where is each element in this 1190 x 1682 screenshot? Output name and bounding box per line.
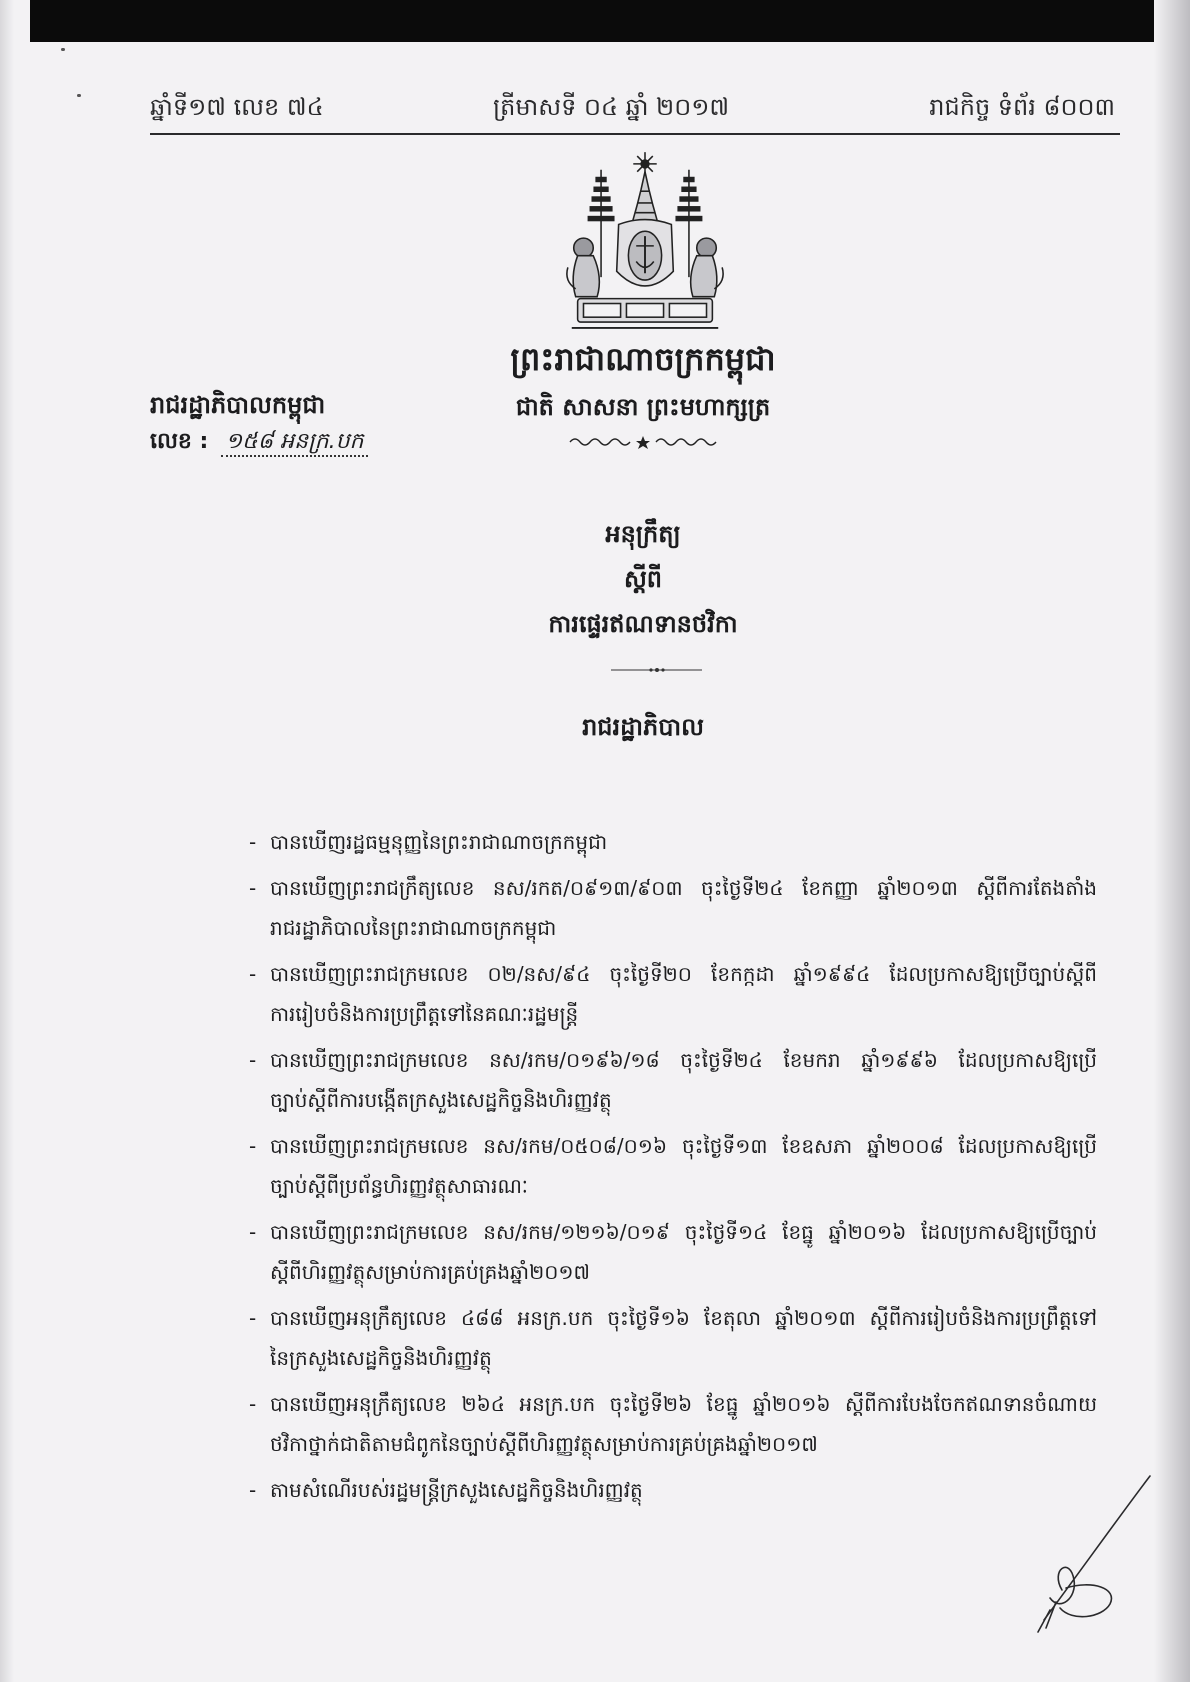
list-bullet: -: [249, 1306, 257, 1330]
header-quarter-year: ត្រីមាសទី ០៤ ឆ្នាំ ២០១៧: [493, 93, 730, 121]
list-item-text: បានឃើញអនុក្រឹត្យលេខ ២៦៤ អនក្រ.បក ចុះថ្ងៃទី២៦ ខែធ្នូ ឆ្នាំ២០១៦ ស្តីពីការបែងចែកឥណទានចំណាយ: [270, 1392, 1097, 1416]
list-item-text: ច្បាប់ស្តីពីប្រព័ន្ធហិរញ្ញវត្ថុសាធារណៈ: [270, 1174, 528, 1198]
issuing-authority: រាជរដ្ឋាភិបាល: [582, 713, 704, 741]
section-divider-icon: [611, 665, 702, 675]
ornament-divider-icon: [568, 434, 718, 450]
list-item-text: បានឃើញព្រះរាជក្រមលេខ នស/រកម/០១៩៦/១៨ ចុះថ្ងៃទី២៤ ខែមករា ឆ្នាំ១៩៩៦ ដែលប្រកាសឱ្យប្រើ: [270, 1048, 1097, 1072]
list-item-text: នៃក្រសួងសេដ្ឋកិច្ចនិងហិរញ្ញវត្ថុ: [270, 1346, 492, 1370]
considerations-list: [249, 822, 1097, 1516]
list-bullet: -: [249, 1392, 257, 1416]
list-item: [249, 954, 1097, 1034]
list-item: [249, 1298, 1097, 1378]
list-item-text: បានឃើញព្រះរាជក្រមលេខ ០២/នស/៩៤ ចុះថ្ងៃទី២០ ខែកក្កដា ឆ្នាំ១៩៩៤ ដែលប្រកាសឱ្យប្រើច្បាប់ស្តីពី: [270, 962, 1097, 986]
list-bullet: -: [249, 876, 257, 900]
list-item-text: បានឃើញព្រះរាជក្រមលេខ នស/រកម/០៥០៨/០១៦ ចុះថ្ងៃទី១៣ ខែឧសភា ឆ្នាំ២០០៨ ដែលប្រកាសឱ្យប្រើ: [270, 1134, 1097, 1158]
list-item-text: ថវិកាថ្នាក់ជាតិតាមជំពូកនៃច្បាប់ស្តីពីហិរញ្ញវត្ថុសម្រាប់ការគ្រប់គ្រងឆ្នាំ២០១៧: [270, 1432, 818, 1456]
list-bullet: -: [249, 962, 257, 986]
list-bullet: -: [249, 1478, 257, 1502]
document-number: [150, 425, 368, 459]
decree-about: ស្តីពី: [623, 565, 663, 593]
list-item-text: ការរៀបចំនិងការប្រព្រឹត្តទៅនៃគណៈរដ្ឋមន្ត្រី: [270, 1002, 579, 1026]
list-item: [249, 822, 1097, 862]
list-item-text: ច្បាប់ស្តីពីការបង្កើតក្រសួងសេដ្ឋកិច្ចនិងហិរញ្ញវត្ថុ: [270, 1088, 612, 1112]
list-item: [249, 1040, 1097, 1120]
list-bullet: -: [249, 1134, 257, 1158]
issuer-name: រាជរដ្ឋាភិបាលកម្ពុជា: [150, 391, 326, 419]
list-bullet: -: [249, 1048, 257, 1072]
decree-type: អនុក្រឹត្យ: [605, 520, 681, 548]
royal-emblem-icon: [562, 150, 728, 334]
list-item: [249, 1126, 1097, 1206]
header-rule: [150, 133, 1120, 135]
scan-speck: [77, 94, 81, 97]
signature-initial-icon: [1020, 1470, 1160, 1640]
scan-top-bar: [30, 0, 1190, 42]
scan-left-edge: [0, 0, 14, 1682]
document-number-value: ១៥៨ អនក្រ.បក: [221, 429, 367, 457]
list-item-text: បានឃើញព្រះរាជក្រឹត្យលេខ នស/រកត/០៩១៣/៩០៣ ចុះថ្ងៃទី២៤ ខែកញ្ញា ឆ្នាំ២០១៣ ស្តីពីការតែងតាំង: [270, 876, 1097, 900]
list-item: [249, 1470, 1097, 1510]
list-bullet: -: [249, 830, 257, 854]
decree-subject: ការផ្ទេរឥណទានថវិកា: [548, 610, 738, 638]
list-item-text: ស្តីពីហិរញ្ញវត្ថុសម្រាប់ការគ្រប់គ្រងឆ្នាំ២០១៧: [270, 1260, 590, 1284]
list-item-text: រាជរដ្ឋាភិបាលនៃព្រះរាជាណាចក្រកម្ពុជា: [270, 916, 557, 940]
list-item: [249, 1384, 1097, 1464]
scan-right-shadow: [1154, 0, 1190, 1682]
national-motto: ជាតិ សាសនា ព្រះមហាក្សត្រ: [515, 393, 771, 421]
list-item-text: បានឃើញព្រះរាជក្រមលេខ នស/រកម/១២១៦/០១៩ ចុះថ្ងៃទី១៤ ខែធ្នូ ឆ្នាំ២០១៦ ដែលប្រកាសឱ្យប្រើច្បាប់: [270, 1220, 1097, 1244]
list-item: [249, 1212, 1097, 1292]
list-item-text: បានឃើញអនុក្រឹត្យលេខ ៤៨៨ អនក្រ.បក ចុះថ្ងៃទី១៦ ខែតុលា ឆ្នាំ២០១៣ ស្តីពីការរៀបចំនិងការប្រព្រឹត្តទៅ: [270, 1306, 1097, 1330]
list-item-text: បានឃើញរដ្ឋធម្មនុញ្ញនៃព្រះរាជាណាចក្រកម្ពុជា: [270, 830, 608, 854]
header-volume-issue: ឆ្នាំទី១៧ លេខ ៧៤: [150, 93, 324, 121]
list-bullet: -: [249, 1220, 257, 1244]
list-item-text: តាមសំណើរបស់រដ្ឋមន្ត្រីក្រសួងសេដ្ឋកិច្ចនិងហិរញ្ញវត្ថុ: [270, 1478, 643, 1502]
kingdom-title: ព្រះរាជាណាចក្រកម្ពុជា: [510, 340, 776, 378]
list-item: [249, 868, 1097, 948]
document-number-label: លេខ :: [150, 429, 209, 454]
header-gazette-page: រាជកិច្ច ទំព័រ ៨០០៣: [929, 93, 1115, 121]
scan-speck: [61, 48, 65, 51]
